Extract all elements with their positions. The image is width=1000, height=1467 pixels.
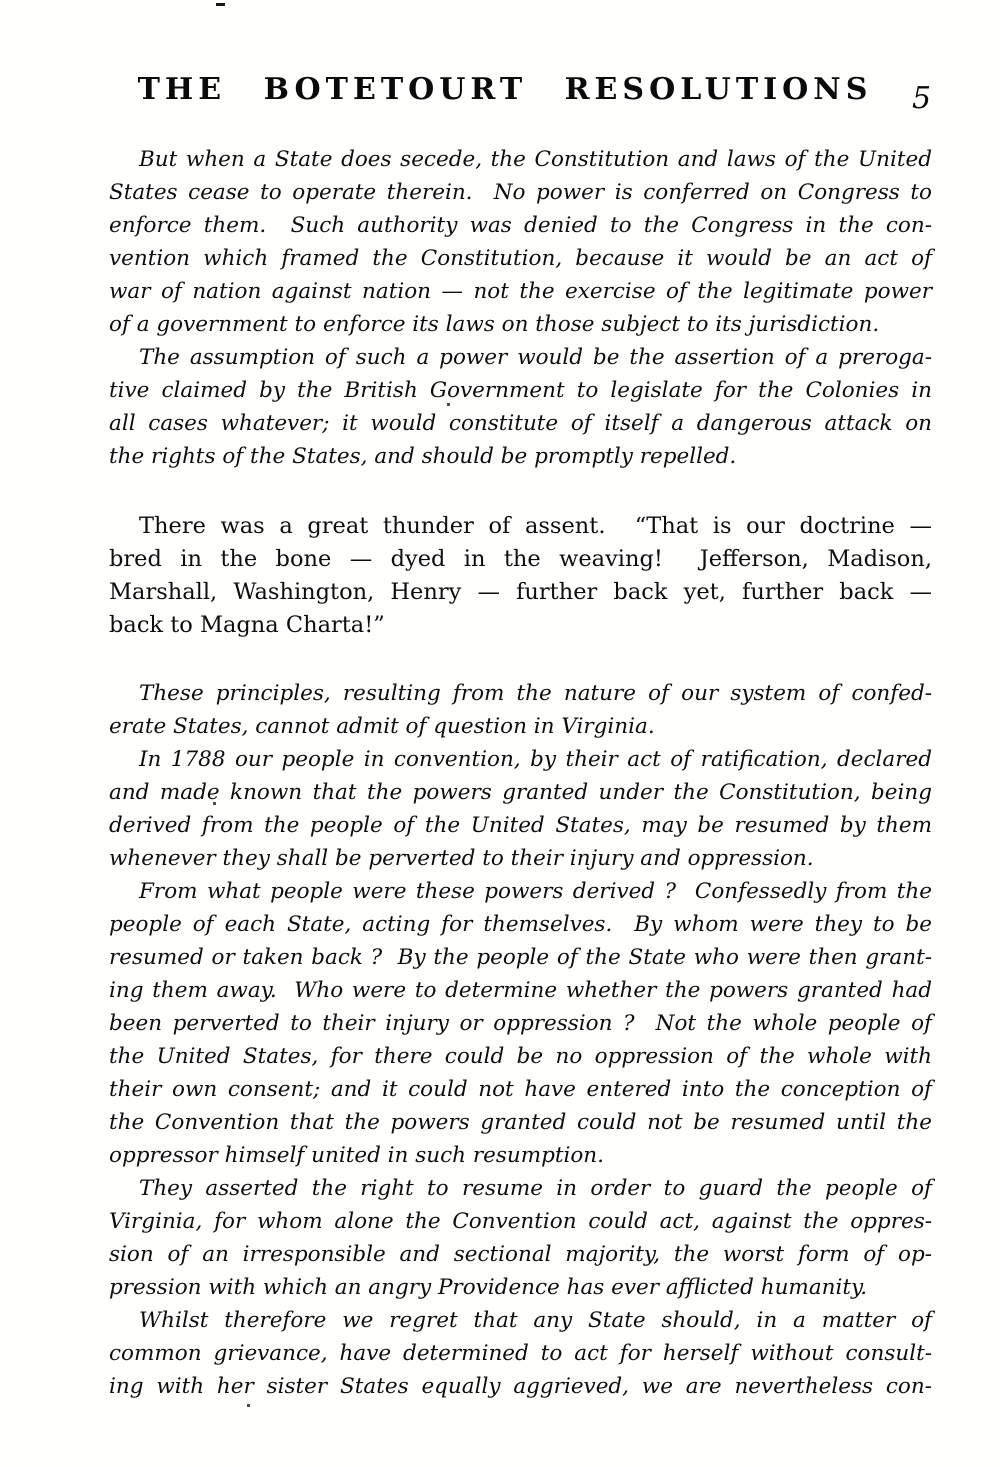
text-line: ing them away. Who were to determine whether the powers granted had	[109, 978, 932, 1003]
text-line: tive claimed by the British Government to legislate for the Colonies in	[109, 378, 932, 403]
text-line: and made known that the powers granted under the Constitution, being	[109, 780, 932, 805]
text-line: vention which framed the Constitution, because it would be an act of	[109, 246, 932, 271]
text-line: These principles, resulting from the nature of our system of confed-	[139, 681, 932, 706]
paragraph-quote-6	[109, 1172, 932, 1304]
page-number: 5	[912, 81, 932, 116]
page-title: THE BOTETOURT RESOLUTIONS	[137, 72, 873, 107]
text-line: resumed or taken back ? By the people of the State who were then grant-	[109, 945, 932, 970]
text-line: whenever they shall be perverted to their injury and oppression.	[109, 846, 814, 871]
paragraph-quote-4	[109, 743, 932, 875]
text-line: the rights of the States, and should be promptly repelled.	[109, 444, 737, 469]
text-line: The assumption of such a power would be the assertion of a preroga-	[139, 345, 932, 370]
text-line: Marshall, Washington, Henry — further back yet, further back —	[109, 579, 932, 605]
text-line: their own consent; and it could not have entered into the conception of	[109, 1077, 932, 1102]
text-line: erate States, cannot admit of question in Virginia.	[109, 714, 655, 739]
text-line: They asserted the right to resume in order to guard the people of	[139, 1176, 932, 1201]
text-column	[109, 143, 932, 1403]
text-line: oppressor himself united in such resumption.	[109, 1143, 604, 1168]
text-line: enforce them. Such authority was denied to the Congress in the con-	[109, 213, 932, 238]
text-line: bred in the bone — dyed in the weaving! Jefferson, Madison,	[109, 546, 932, 572]
text-line: the United States, for there could be no oppression of the whole with	[109, 1044, 932, 1069]
paragraph-quote-7	[109, 1304, 932, 1403]
paragraph-narrative	[109, 510, 932, 642]
paragraph-quote-3	[109, 677, 932, 743]
text-line: been perverted to their injury or oppression ? Not the whole people of	[109, 1011, 932, 1036]
text-line: derived from the people of the United States, may be resumed by them	[109, 813, 932, 838]
paragraph-quote-5	[109, 875, 932, 1172]
text-line: all cases whatever; it would constitute of itself a dangerous attack on	[109, 411, 932, 436]
text-line: ing with her sister States equally aggrieved, we are nevertheless con-	[109, 1374, 932, 1399]
text-line: sion of an irresponsible and sectional majority, the worst form of op-	[109, 1242, 932, 1267]
scan-artifact-dash	[216, 3, 225, 6]
text-line: In 1788 our people in convention, by their act of ratification, declared	[139, 747, 932, 772]
text-line: Whilst therefore we regret that any State should, in a matter of	[139, 1308, 932, 1333]
text-line: But when a State does secede, the Constitution and laws of the United	[139, 147, 932, 172]
text-line: Virginia, for whom alone the Convention could act, against the oppres-	[109, 1209, 932, 1234]
scan-artifact-dot	[247, 1404, 250, 1407]
paragraph-quote-2	[109, 341, 932, 473]
paragraph-quote-1	[109, 143, 932, 341]
text-line: the Convention that the powers granted could not be resumed until the	[109, 1110, 932, 1135]
text-line: people of each State, acting for themselves. By whom were they to be	[109, 912, 932, 937]
text-line: war of nation against nation — not the exercise of the legitimate power	[109, 279, 932, 304]
text-line: of a government to enforce its laws on those subject to its jurisdiction.	[109, 312, 880, 337]
text-line: From what people were these powers derived ? Confessedly from the	[139, 879, 932, 904]
text-line: common grievance, have determined to act for herself without consult-	[109, 1341, 932, 1366]
text-line: pression with which an angry Providence has ever afflicted humanity.	[109, 1275, 868, 1300]
text-line: There was a great thunder of assent. “That is our doctrine —	[139, 513, 932, 539]
text-line: back to Magna Charta!”	[109, 612, 385, 638]
text-line: States cease to operate therein. No power is conferred on Congress to	[109, 180, 932, 205]
